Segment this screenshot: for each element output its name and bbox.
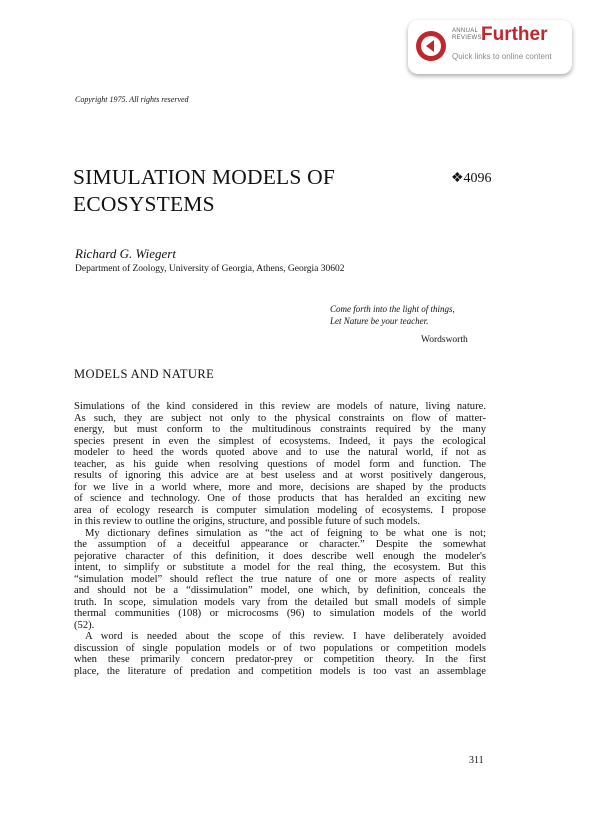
paragraph: [74, 528, 486, 632]
text-line: intent, to simplify or substitute a model for the real thing, the ecosystem. But this: [74, 562, 486, 573]
article-number: ❖4096: [451, 171, 492, 186]
text-line: and should not be a “dissimulation” model, one which, by definition, conceals the: [74, 585, 486, 596]
text-line: “simulation model” should reflect the true nature of one or more aspects of reality: [74, 573, 486, 585]
text-line: thermal communities (108) or microcosms (96) to simulation models of the world: [74, 608, 486, 619]
section-heading: MODELS AND NATURE: [74, 367, 215, 381]
further-label: Further: [481, 24, 548, 45]
epigraph-line: Let Nature be your teacher.: [330, 316, 429, 326]
body-text: [74, 401, 486, 677]
text-line: As such, they are subject not only to the physical constraints on flow of matter-: [74, 412, 486, 424]
text-line: for we live in a world where, more and more, decisions are shaped by the products: [74, 481, 486, 493]
epigraph-source: Wordsworth: [421, 335, 468, 345]
text-line: energy, but must conform to the multitudinous constraints required by the many: [74, 424, 486, 435]
text-line: of science and technology. One of those products that has heralded an exciting new: [74, 493, 486, 504]
paragraph: [74, 401, 486, 528]
text-line: teacher, as his guide when resolving questions of model form and function. The: [74, 458, 486, 470]
text-line: place, the literature of predation and competition models is too vast an assemblage: [74, 665, 486, 677]
annual-reviews-wordmark: ANNUAL REVIEWS: [452, 28, 482, 41]
text-line: species present in even the simplest of ecosystems. Indeed, it pays the ecological: [74, 435, 486, 447]
text-line: Simulations of the kind considered in this review are models of nature, living nature.: [74, 401, 486, 412]
further-subtitle: Quick links to online content: [452, 52, 552, 61]
article-title: SIMULATION MODELS OF ECOSYSTEMS: [73, 165, 336, 216]
annual-reviews-logo-icon: [414, 29, 448, 63]
text-line: My dictionary defines simulation as “the act of feigning to be what one is not;: [85, 527, 486, 539]
text-line: pejorative character of this definition, it does describe well enough the modeler's: [74, 550, 486, 562]
page-number: 311: [469, 755, 484, 766]
copyright-notice: Copyright 1975. All rights reserved: [75, 95, 189, 104]
author-name: Richard G. Wiegert: [75, 246, 176, 261]
text-line: area of ecology research is computer simulation modeling of ecosystems. I propose: [74, 504, 486, 516]
text-line: results of ignoring this advice are at best useless and at worst positively dangerous,: [74, 470, 486, 481]
text-line: the assumption of a deceitful appearance or character.” Despite the somewhat: [74, 539, 486, 550]
epigraph-quote: [330, 303, 455, 327]
text-line: A word is needed about the scope of this review. I have deliberately avoided: [85, 631, 486, 642]
text-line: discussion of single population models or of two populations or competition models: [74, 642, 486, 654]
text-line: in this review to outline the origins, structure, and possible future of such models.: [74, 516, 420, 527]
text-line: truth. In scope, simulation models vary from the detailed but small models of simple: [74, 596, 486, 608]
annual-reviews-further-badge[interactable]: [408, 20, 572, 74]
paragraph: [74, 631, 486, 677]
text-line: (52).: [74, 619, 95, 631]
author-affiliation: Department of Zoology, University of Georgia, Athens, Georgia 30602: [75, 264, 345, 274]
text-line: when these primarily concern predator-prey or competition theory. In the first: [74, 654, 486, 665]
epigraph-line: Come forth into the light of things,: [330, 304, 455, 314]
text-line: modeler to heed the words quoted above and to use the natural world, if not as: [74, 447, 486, 458]
